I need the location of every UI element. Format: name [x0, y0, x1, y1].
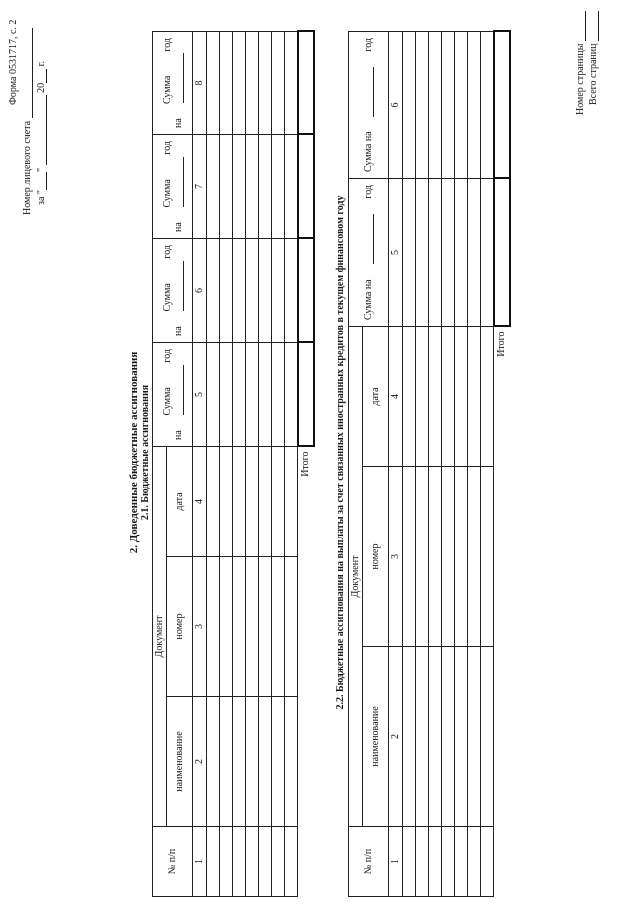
table-row [220, 31, 233, 896]
budget-allocations-table [152, 30, 315, 897]
col-header-sum-4: Сумма год на [153, 31, 193, 134]
table-row [285, 31, 298, 896]
total-label: Итого [496, 331, 508, 357]
table-row [416, 31, 429, 896]
col-header-sum-2: Сумма год на [153, 238, 193, 342]
period-month-field[interactable] [36, 95, 47, 165]
col-header-sum-1: Сумма на год [349, 178, 389, 326]
col-header-sum-3: Сумма год на [153, 134, 193, 238]
section-title: 2. Доведенные бюджетные ассигнования [128, 351, 140, 554]
table-row [481, 31, 494, 896]
subsection-2-1-title: 2.1. Бюджетные ассигнования [140, 384, 151, 521]
col-header-number: номер [363, 467, 389, 647]
column-index-row: 1 2 3 4 5 6 [389, 31, 403, 896]
subsection-2-2-title: 2.2. Бюджетные ассигнования на выплаты за счет связанных иностранных кредитов в текущем финансовом году [335, 195, 346, 710]
account-number-field[interactable] [22, 28, 33, 118]
table-row [272, 31, 285, 896]
table-row [403, 31, 416, 896]
col-header-date: дата [167, 446, 193, 556]
table-row [468, 31, 481, 896]
col-header-name: наименование [167, 697, 193, 827]
col-header-sum-1: Сумма год на [153, 342, 193, 446]
col-header-sum-2: Сумма на год [349, 31, 389, 178]
total-row [298, 31, 314, 896]
period-year-field[interactable] [36, 69, 47, 83]
table-row [259, 31, 272, 896]
col-header-number: номер [167, 557, 193, 697]
table-row [455, 31, 468, 896]
form-code: Форма 0531717, с. 2 [8, 19, 19, 105]
table-row [429, 31, 442, 896]
page-number-field[interactable] [575, 11, 586, 41]
col-header-name: наименование [363, 647, 389, 827]
table-row [207, 31, 220, 896]
col-header-document: Документ [349, 326, 363, 826]
table-row [442, 31, 455, 896]
page-number-line: Номер страницы [575, 11, 586, 115]
column-index-row: 1 2 3 4 5 6 7 8 [193, 31, 207, 896]
total-pages-line: Всего страниц [588, 11, 599, 105]
period-line: за "" 20 г. [36, 60, 47, 205]
total-pages-field[interactable] [588, 11, 599, 41]
table-row [233, 31, 246, 896]
col-header-document: Документ [153, 446, 167, 826]
period-day-field[interactable] [36, 172, 47, 190]
total-label: Итого [300, 451, 312, 477]
col-header-num: № п/п [153, 827, 193, 897]
col-header-num: № п/п [349, 827, 389, 897]
table-row [246, 31, 259, 896]
foreign-credit-allocations-table [348, 30, 511, 897]
total-row [494, 31, 510, 896]
account-number-label: Номер лицевого счета [22, 28, 33, 215]
col-header-date: дата [363, 326, 389, 466]
